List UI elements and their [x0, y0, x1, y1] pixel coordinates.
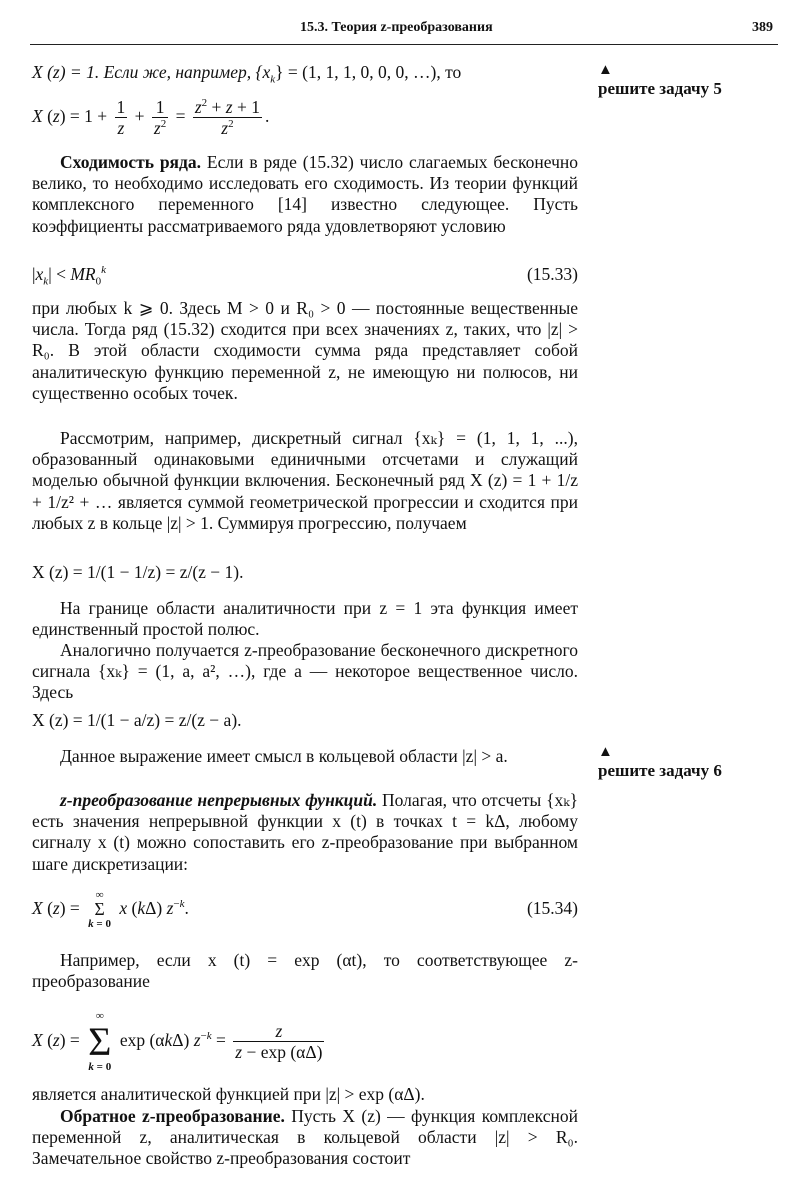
- paragraph-analytic: является аналитической функцией при |z| > exp (αΔ).: [32, 1084, 425, 1104]
- running-head: 15.3. Теория z-преобразования: [300, 20, 493, 35]
- margin-note-label: решите задачу 5: [598, 79, 722, 98]
- paragraph-example-1: Рассмотрим, например, дискретный сигнал {xₖ} = (1, 1, 1, ...), образованный одинаковыми единичными отсчетами и служащий моделью обычной функции включения. Бесконечный ряд X (z) = 1 + 1/z + 1/z² + … является суммой геометрической прогрессии и сходится при любых z в кольце |z| > 1. Суммируя прогрессию, получаем: [32, 428, 578, 533]
- margin-note-label: решите задачу 6: [598, 761, 722, 780]
- equation-exp-sum: X (z) = ∞ Σ k = 0 exp (αkΔ) $z^{-k}$ = $\frac{z}{z - \exp (\alpha\Delta)}$: [32, 1009, 323, 1073]
- equation-a: X (z) = 1/(1 − a/z) = z/(z − a).: [32, 710, 242, 730]
- paragraph-convergence: Сходимость ряда. Если в ряде (15.32) число слагаемых бесконечно велико, то необходимо исследовать его сходимость. Из теории функций комплексного переменного [14] известно следующее. Пусть коэффициенты рассматриваемого ряда удовлетворяют условию: [32, 152, 579, 236]
- margin-note-5[interactable]: [598, 62, 778, 99]
- equation-number: (15.34): [526, 898, 578, 918]
- margin-note-6[interactable]: [598, 744, 778, 781]
- paragraph-after-15-33: при любых k ⩾ 0. Здесь M > 0 и R₀ > 0 — постоянные вещественные числа. Тогда ряд (15.32) сходится при всех значениях z, таких, что |z| > R₀. В этой области сходимости сумма ряда представляет собой аналитическую функцию переменной z, не имеющую ни полюсов, ни существенно особых точек.: [32, 298, 578, 403]
- equation-15-34: X (z) = ∞ Σ k = 0 x (kΔ) $z^{-k}$. (15.34): [32, 880, 578, 936]
- paragraph-pole: На границе области аналитичности при z = 1 эта функция имеет единственный простой полюс.: [32, 598, 578, 640]
- header-rule: [30, 44, 778, 45]
- equation-number: (15.33): [526, 264, 578, 284]
- paragraph-continuous: z-преобразование непрерывных функций. Полагая, что отсчеты {xₖ} есть значения непрерывной функции x (t) в точках t = kΔ, любому сигналу x (t) можно сопоставить его z-преобразование при выбранном шаге дискретизации:: [32, 790, 578, 874]
- equation-15-33: $|x_k| < MR_0^k$ (15.33): [32, 264, 578, 288]
- paragraph-exp-example: Например, если x (t) = exp (αt), то соответствующее z-преобразование: [32, 950, 578, 992]
- text-line-1: X (z) = 1. Если же, например, $\{x_k\} = (1$, 1, 1, 0, 0, 0, …), то: [32, 62, 462, 86]
- paragraph-ring: Данное выражение имеет смысл в кольцевой области |z| > a.: [60, 746, 508, 766]
- page-number: 389: [752, 20, 773, 35]
- triangle-marker-icon: ▲: [598, 744, 613, 760]
- triangle-marker-icon: ▲: [598, 62, 613, 78]
- equation-sum: X (z) = 1 + $\frac{1}{z}$ + $\frac{1}{z^2}$ = $\frac{z^2 + z + 1}{z^2}$ .: [32, 97, 270, 139]
- equation-geometric: X (z) = 1/(1 − 1/z) = z/(z − 1).: [32, 562, 244, 582]
- paragraph-example-2: Аналогично получается z-преобразование бесконечного дискретного сигнала {xₖ} = (1, a, a², …), где a — некоторое вещественное число. Здесь: [32, 640, 578, 703]
- paragraph-inverse: Обратное z-преобразование. Пусть X (z) — функция комплексной переменной z, аналитическая в кольцевой области |z| > R₀. Замечательное свойство z-преобразования состоит: [32, 1106, 578, 1169]
